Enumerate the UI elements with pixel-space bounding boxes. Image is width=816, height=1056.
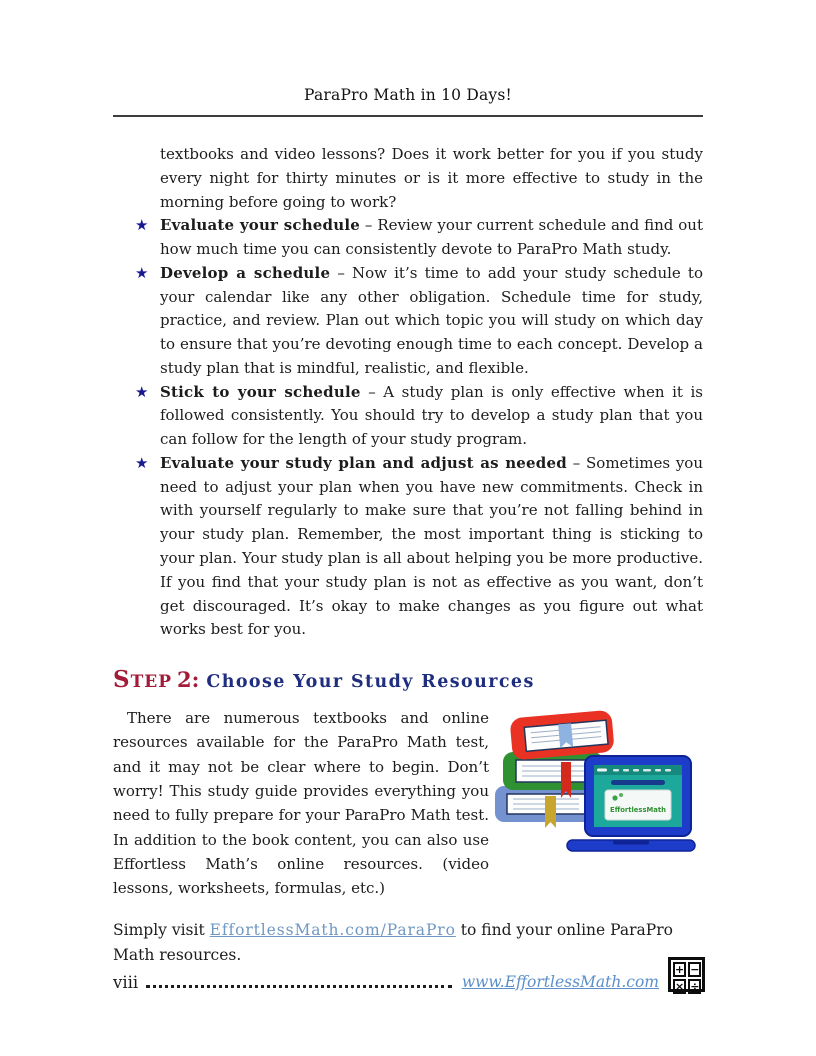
bullet-lead: Evaluate your schedule	[160, 216, 360, 235]
bullet-item-evaluate-plan	[113, 452, 703, 642]
step-2-paragraph: There are numerous textbooks and online resources available for the ParaPro Math test, and it may not be clear where to begin. Don’t worry! This study guide provides everything you need to fully prepare for your ParaPro Math test. In addition to the book content, you can also use Effortless Math’s online resources. (video lessons, worksheets, formulas, etc.)	[113, 709, 489, 898]
bullet-lead: Stick to your schedule	[160, 382, 361, 401]
divide-icon: ÷	[690, 980, 700, 993]
screen-heading-bar	[611, 780, 665, 785]
blue-book-icon	[495, 786, 593, 828]
visit-text-before: Simply visit	[113, 921, 205, 940]
red-book-icon	[509, 710, 614, 761]
star-bullet-icon: ★	[135, 263, 149, 282]
step-2-section	[113, 706, 703, 900]
bullet-lead: Evaluate your study plan and adjust as needed	[160, 453, 567, 472]
math-operators-logo-icon	[668, 957, 705, 992]
yellow-bookmark-icon	[545, 796, 556, 828]
bullet-text	[160, 262, 703, 381]
parapro-resources-link[interactable]: EffortlessMath.com/ParaPro	[209, 921, 456, 940]
bullet-text	[160, 214, 703, 262]
header-rule	[113, 115, 703, 117]
laptop-icon	[567, 756, 695, 851]
step-title: Choose Your Study Resources	[206, 672, 535, 693]
bullet-rest: – A study plan is only effective when it is followed consistently. You should try to develop a study plan that you can follow for the length of your study program.	[160, 382, 703, 449]
star-bullet-icon: ★	[135, 216, 149, 235]
step-number: 2:	[177, 667, 200, 693]
bullet-rest: – Now it’s time to add your study schedule to your calendar like any other obligation. Schedule time for study, practice, and review. Plan out which topic you will study on which day to ensure that you’re devoting enough time to each concept. Develop a study plan that is mindful, realistic, and flexible.	[160, 263, 703, 377]
effortlessmath-site-link[interactable]: www.EffortlessMath.com	[461, 973, 659, 991]
dotted-leader	[146, 985, 452, 988]
page-header-title: ParaPro Math in 10 Days!	[304, 86, 512, 104]
bullet-item-evaluate-schedule	[113, 214, 703, 262]
step-word-rest: TEP	[130, 672, 173, 693]
star-bullet-icon: ★	[135, 382, 149, 401]
books-laptop-svg	[493, 702, 703, 874]
laptop-logo-text: EffortlessMath	[610, 806, 666, 815]
page-number: viii	[113, 973, 139, 992]
page-footer	[113, 957, 705, 992]
books-laptop-illustration	[493, 702, 703, 900]
star-bullet-icon: ★	[135, 453, 149, 472]
bullet-text	[160, 452, 703, 642]
visit-text-after: to find your online ParaPro Math resources.	[113, 921, 673, 965]
plus-icon: +	[675, 963, 685, 976]
bullet-rest: – Sometimes you need to adjust your plan when you have new commitments. Check in with yourself regularly to make sure that you’re not falling behind in your study plan. Remember, the most important thing is sticking to your plan. Your study plan is all about helping you be more productive. If you find that your study plan is not as effective as you want, don’t get discouraged. It’s okay to make changes as you figure out what works best for you.	[160, 453, 703, 639]
bullet-item-develop-schedule	[113, 262, 703, 381]
bullet-lead: Develop a schedule	[160, 263, 331, 282]
multiply-icon: ×	[675, 980, 685, 993]
minus-icon: −	[690, 963, 700, 976]
bullet-rest: – Review your current schedule and find out how much time you can consistently devote to ParaPro Math study.	[160, 216, 703, 259]
bullet-item-stick-to-schedule	[113, 381, 703, 452]
step-word-initial: S	[113, 666, 131, 694]
intro-paragraph: textbooks and video lessons? Does it work better for you if you study every night for thirty minutes or is it more effective to study in the morning before going to work?	[160, 145, 703, 211]
step-2-heading	[113, 664, 703, 693]
bullet-text	[160, 381, 703, 452]
screen-logo-box	[605, 790, 671, 820]
laptop-notch	[613, 840, 649, 845]
